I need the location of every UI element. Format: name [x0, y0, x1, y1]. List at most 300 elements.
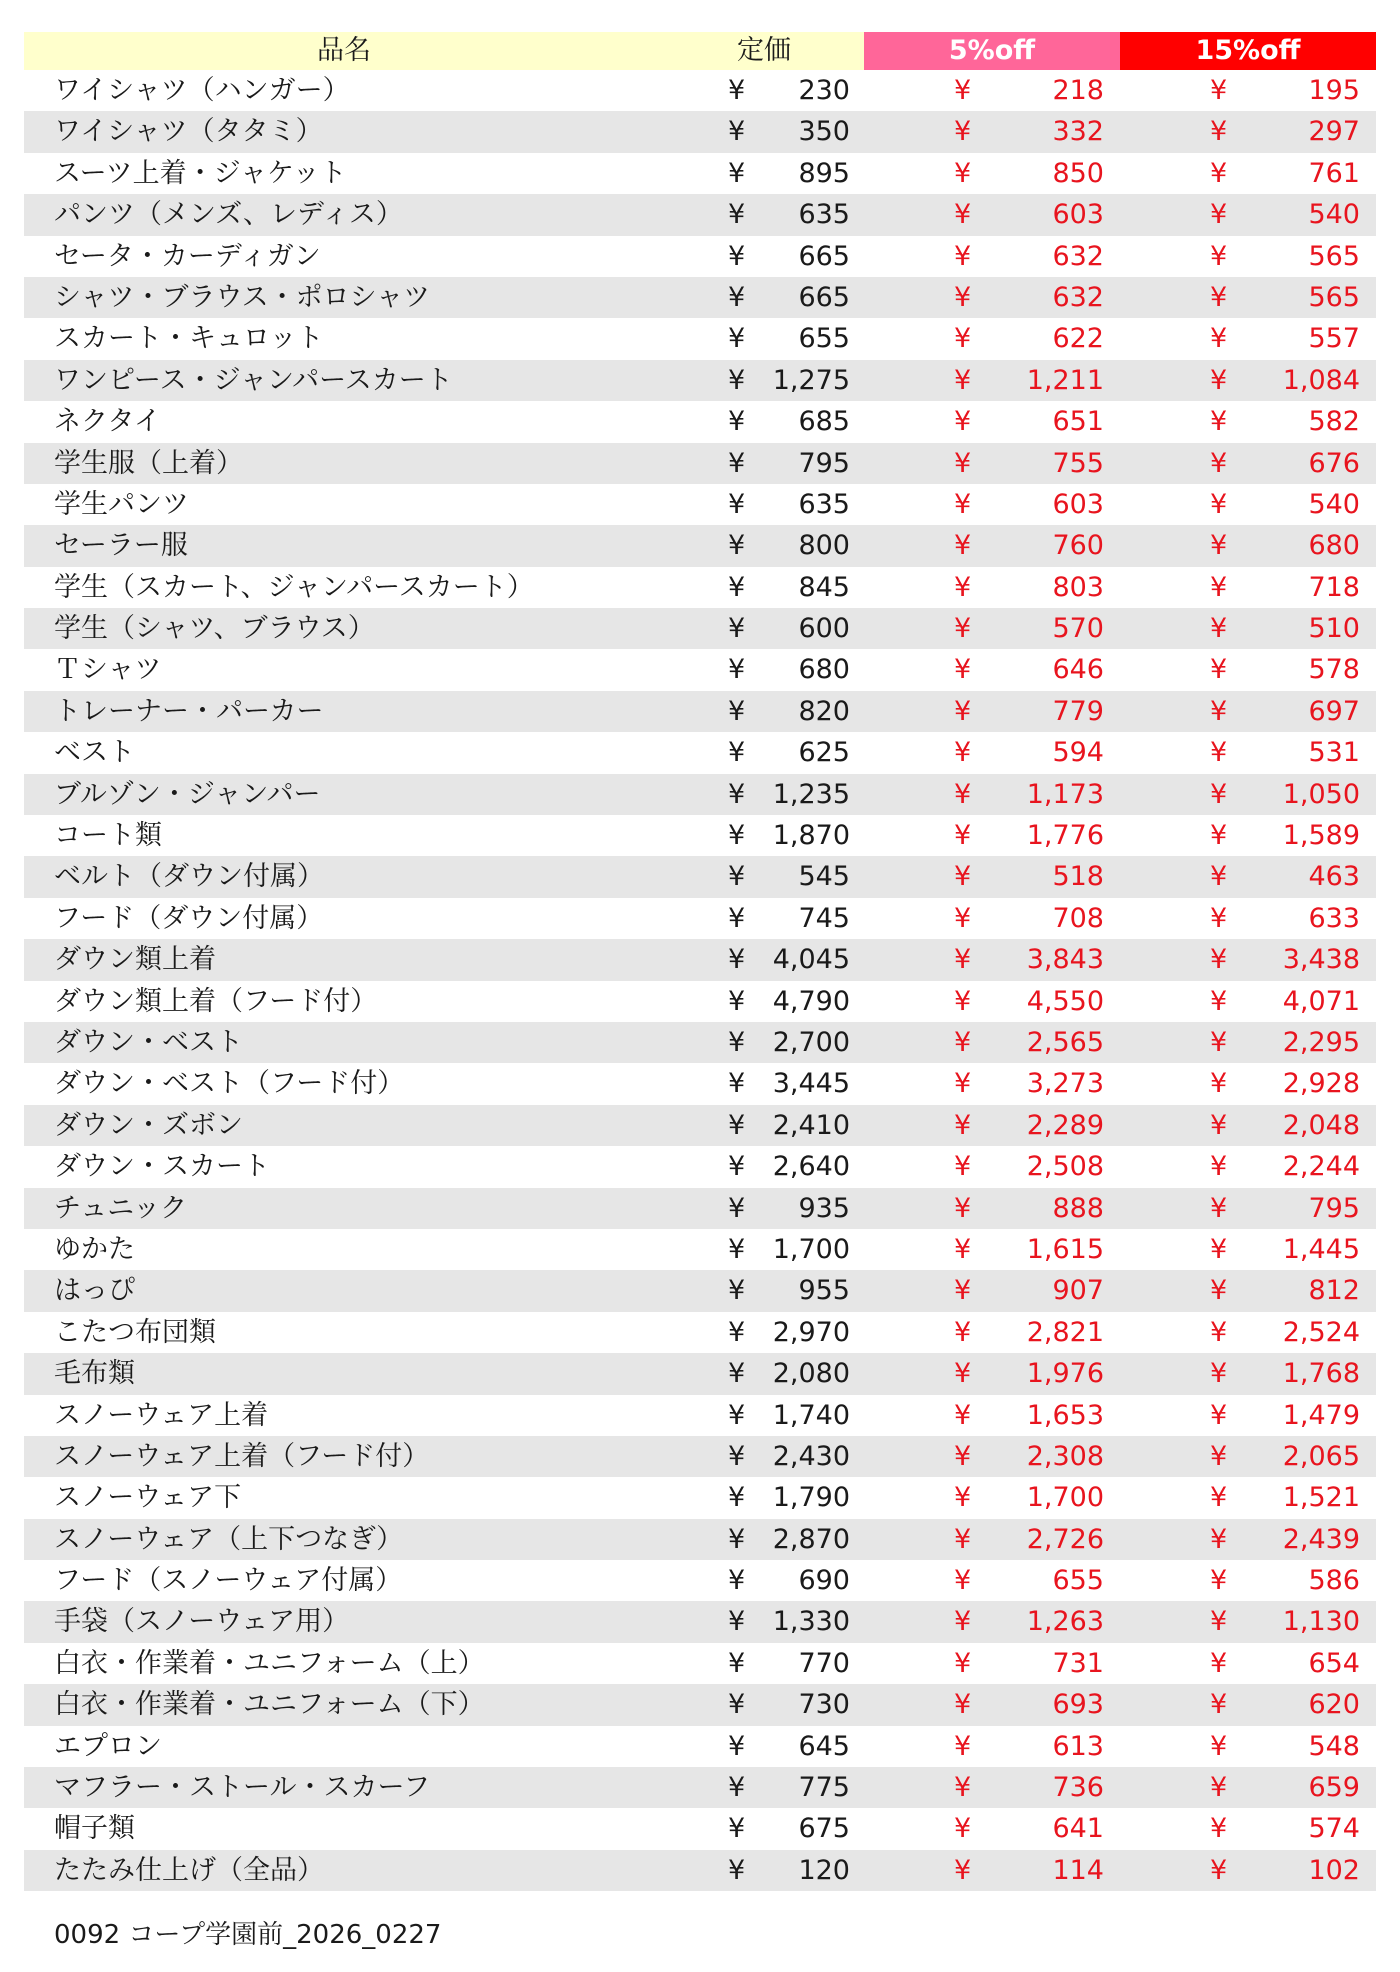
currency-symbol: ¥	[728, 1647, 746, 1679]
amount: 1,050	[1282, 778, 1360, 810]
table-row	[24, 1353, 1376, 1394]
table-row	[24, 939, 1376, 980]
price-15pct-off	[1120, 360, 1376, 401]
currency-symbol: ¥	[1210, 695, 1228, 727]
amount: 779	[1052, 695, 1104, 727]
amount: 2,726	[1026, 1523, 1104, 1555]
currency-symbol: ¥	[1210, 820, 1228, 852]
price-5pct-off	[864, 939, 1120, 980]
price-15pct-off	[1120, 1312, 1376, 1353]
table-row	[24, 608, 1376, 649]
list-price	[664, 1850, 864, 1891]
table-row	[24, 70, 1376, 111]
list-price	[664, 401, 864, 442]
header-15pct-off: 15%off	[1120, 32, 1376, 70]
currency-symbol: ¥	[1210, 1689, 1228, 1721]
price-5pct-off	[864, 1188, 1120, 1229]
price-15pct-off	[1120, 318, 1376, 359]
price-5pct-off	[864, 318, 1120, 359]
currency-symbol: ¥	[728, 613, 746, 645]
list-price	[664, 153, 864, 194]
amount: 731	[1052, 1647, 1104, 1679]
price-5pct-off	[864, 732, 1120, 773]
amount: 680	[798, 654, 850, 686]
amount: 3,843	[1026, 944, 1104, 976]
amount: 641	[1052, 1813, 1104, 1845]
price-5pct-off	[864, 1519, 1120, 1560]
currency-symbol: ¥	[728, 737, 746, 769]
currency-symbol: ¥	[954, 902, 972, 934]
amount: 1,521	[1282, 1482, 1360, 1514]
price-5pct-off	[864, 360, 1120, 401]
currency-symbol: ¥	[954, 323, 972, 355]
amount: 350	[798, 116, 850, 148]
item-name: Ｔシャツ	[54, 654, 162, 686]
currency-symbol: ¥	[728, 1068, 746, 1100]
list-price	[664, 1105, 864, 1146]
list-price	[664, 815, 864, 856]
price-15pct-off	[1120, 1188, 1376, 1229]
item-name: たたみ仕上げ（全品）	[54, 1854, 324, 1886]
amount: 895	[798, 157, 850, 189]
currency-symbol: ¥	[954, 1358, 972, 1390]
item-name: ダウン類上着	[54, 944, 216, 976]
amount: 1,130	[1282, 1606, 1360, 1638]
item-name: スノーウェア上着（フード付）	[54, 1440, 430, 1472]
table-row	[24, 1270, 1376, 1311]
amount: 1,275	[772, 364, 850, 396]
list-price	[664, 1063, 864, 1104]
amount: 518	[1052, 861, 1104, 893]
item-name: セータ・カーディガン	[54, 240, 321, 272]
currency-symbol: ¥	[954, 944, 972, 976]
amount: 582	[1308, 406, 1360, 438]
currency-symbol: ¥	[728, 240, 746, 272]
currency-symbol: ¥	[954, 985, 972, 1017]
amount: 578	[1308, 654, 1360, 686]
currency-symbol: ¥	[728, 820, 746, 852]
price-15pct-off	[1120, 856, 1376, 897]
item-name: 帽子類	[54, 1813, 135, 1845]
header-5pct-off: 5%off	[864, 32, 1120, 70]
list-price	[664, 1188, 864, 1229]
amount: 645	[798, 1730, 850, 1762]
footer-note: 0092 コープ学園前_2026_0227	[54, 1920, 442, 1950]
item-name: 学生（シャツ、ブラウス）	[54, 613, 375, 645]
list-price	[664, 1312, 864, 1353]
currency-symbol: ¥	[954, 737, 972, 769]
list-price	[664, 111, 864, 152]
currency-symbol: ¥	[1210, 530, 1228, 562]
amount: 218	[1052, 75, 1104, 106]
currency-symbol: ¥	[728, 985, 746, 1017]
currency-symbol: ¥	[728, 1192, 746, 1224]
amount: 2,244	[1282, 1151, 1360, 1183]
list-price	[664, 1477, 864, 1518]
price-15pct-off	[1120, 1229, 1376, 1270]
amount: 632	[1052, 281, 1104, 313]
amount: 600	[798, 613, 850, 645]
currency-symbol: ¥	[728, 1440, 746, 1472]
amount: 775	[798, 1772, 850, 1804]
price-15pct-off	[1120, 1105, 1376, 1146]
amount: 1,589	[1282, 820, 1360, 852]
currency-symbol: ¥	[728, 1730, 746, 1762]
table-row	[24, 1684, 1376, 1725]
currency-symbol: ¥	[728, 488, 746, 520]
amount: 3,445	[772, 1068, 850, 1100]
table-body	[24, 70, 1376, 1891]
currency-symbol: ¥	[1210, 1026, 1228, 1058]
item-name: エプロン	[54, 1730, 162, 1762]
amount: 665	[798, 240, 850, 272]
amount: 195	[1308, 75, 1360, 106]
amount: 2,970	[772, 1316, 850, 1348]
price-5pct-off	[864, 1229, 1120, 1270]
price-15pct-off	[1120, 1146, 1376, 1187]
amount: 755	[1052, 447, 1104, 479]
price-15pct-off	[1120, 732, 1376, 773]
amount: 510	[1308, 613, 1360, 645]
price-15pct-off	[1120, 1643, 1376, 1684]
table-row	[24, 815, 1376, 856]
amount: 850	[1052, 157, 1104, 189]
table-row	[24, 1312, 1376, 1353]
price-15pct-off	[1120, 691, 1376, 732]
amount: 545	[798, 861, 850, 893]
currency-symbol: ¥	[1210, 737, 1228, 769]
amount: 2,928	[1282, 1068, 1360, 1100]
price-15pct-off	[1120, 1601, 1376, 1642]
table-row	[24, 774, 1376, 815]
table-row	[24, 856, 1376, 897]
price-15pct-off	[1120, 815, 1376, 856]
table-row	[24, 484, 1376, 525]
price-15pct-off	[1120, 608, 1376, 649]
price-15pct-off	[1120, 401, 1376, 442]
price-5pct-off	[864, 898, 1120, 939]
currency-symbol: ¥	[954, 281, 972, 313]
list-price	[664, 1767, 864, 1808]
list-price	[664, 1022, 864, 1063]
item-name: ダウン・ズボン	[54, 1109, 243, 1141]
item-name: コート類	[54, 820, 162, 852]
item-name: 白衣・作業着・ユニフォーム（下）	[54, 1689, 485, 1721]
currency-symbol: ¥	[954, 1854, 972, 1886]
currency-symbol: ¥	[1210, 116, 1228, 148]
amount: 655	[1052, 1565, 1104, 1597]
amount: 1,976	[1026, 1358, 1104, 1390]
amount: 655	[798, 323, 850, 355]
price-15pct-off	[1120, 1477, 1376, 1518]
table-row	[24, 443, 1376, 484]
amount: 2,308	[1026, 1440, 1104, 1472]
amount: 594	[1052, 737, 1104, 769]
price-15pct-off	[1120, 939, 1376, 980]
table-header	[24, 32, 1376, 70]
price-5pct-off	[864, 1022, 1120, 1063]
list-price	[664, 277, 864, 318]
amount: 2,508	[1026, 1151, 1104, 1183]
price-5pct-off	[864, 443, 1120, 484]
currency-symbol: ¥	[954, 1482, 972, 1514]
price-15pct-off	[1120, 236, 1376, 277]
price-15pct-off	[1120, 525, 1376, 566]
currency-symbol: ¥	[728, 157, 746, 189]
amount: 888	[1052, 1192, 1104, 1224]
currency-symbol: ¥	[1210, 944, 1228, 976]
table-row	[24, 1850, 1376, 1891]
amount: 2,048	[1282, 1109, 1360, 1141]
amount: 2,410	[772, 1109, 850, 1141]
amount: 2,565	[1026, 1026, 1104, 1058]
amount: 1,479	[1282, 1399, 1360, 1431]
amount: 1,790	[772, 1482, 850, 1514]
item-name: スーツ上着・ジャケット	[54, 157, 347, 189]
item-name: ベスト	[54, 737, 135, 769]
table-row	[24, 649, 1376, 690]
amount: 697	[1308, 695, 1360, 727]
item-name: ダウン・スカート	[54, 1151, 270, 1183]
currency-symbol: ¥	[954, 613, 972, 645]
list-price	[664, 194, 864, 235]
currency-symbol: ¥	[1210, 985, 1228, 1017]
price-15pct-off	[1120, 1726, 1376, 1767]
currency-symbol: ¥	[728, 1233, 746, 1265]
amount: 693	[1052, 1689, 1104, 1721]
list-price	[664, 1436, 864, 1477]
amount: 114	[1052, 1854, 1104, 1886]
amount: 659	[1308, 1772, 1360, 1804]
item-name: フード（ダウン付属）	[54, 902, 324, 934]
amount: 812	[1308, 1275, 1360, 1307]
table-row	[24, 1643, 1376, 1684]
amount: 1,768	[1282, 1358, 1360, 1390]
item-name: マフラー・ストール・スカーフ	[54, 1772, 431, 1804]
list-price	[664, 649, 864, 690]
amount: 2,439	[1282, 1523, 1360, 1555]
amount: 745	[798, 902, 850, 934]
table-row	[24, 898, 1376, 939]
item-name: ベルト（ダウン付属）	[54, 861, 324, 893]
table-row	[24, 277, 1376, 318]
amount: 3,273	[1026, 1068, 1104, 1100]
amount: 557	[1308, 323, 1360, 355]
amount: 730	[798, 1689, 850, 1721]
amount: 565	[1308, 281, 1360, 313]
list-price	[664, 484, 864, 525]
item-name: こたつ布団類	[54, 1316, 216, 1348]
price-15pct-off	[1120, 1436, 1376, 1477]
currency-symbol: ¥	[728, 695, 746, 727]
currency-symbol: ¥	[954, 1399, 972, 1431]
price-5pct-off	[864, 194, 1120, 235]
amount: 2,700	[772, 1026, 850, 1058]
table-row	[24, 1395, 1376, 1436]
price-15pct-off	[1120, 1767, 1376, 1808]
amount: 332	[1052, 116, 1104, 148]
amount: 1,173	[1026, 778, 1104, 810]
currency-symbol: ¥	[728, 406, 746, 438]
table-row	[24, 567, 1376, 608]
amount: 603	[1052, 199, 1104, 231]
amount: 646	[1052, 654, 1104, 686]
currency-symbol: ¥	[1210, 1813, 1228, 1845]
amount: 800	[798, 530, 850, 562]
currency-symbol: ¥	[1210, 1440, 1228, 1472]
item-name: セーラー服	[54, 530, 188, 562]
amount: 1,445	[1282, 1233, 1360, 1265]
price-15pct-off	[1120, 774, 1376, 815]
currency-symbol: ¥	[1210, 778, 1228, 810]
currency-symbol: ¥	[1210, 1730, 1228, 1762]
table-row	[24, 1477, 1376, 1518]
amount: 633	[1308, 902, 1360, 934]
currency-symbol: ¥	[954, 199, 972, 231]
price-5pct-off	[864, 1601, 1120, 1642]
amount: 685	[798, 406, 850, 438]
amount: 574	[1308, 1813, 1360, 1845]
amount: 1,235	[772, 778, 850, 810]
list-price	[664, 1560, 864, 1601]
item-name: ワイシャツ（タタミ）	[54, 116, 323, 148]
table-row	[24, 153, 1376, 194]
currency-symbol: ¥	[954, 1233, 972, 1265]
currency-symbol: ¥	[728, 530, 746, 562]
price-15pct-off	[1120, 898, 1376, 939]
amount: 622	[1052, 323, 1104, 355]
currency-symbol: ¥	[954, 1026, 972, 1058]
amount: 795	[1308, 1192, 1360, 1224]
price-5pct-off	[864, 1643, 1120, 1684]
item-name: ブルゾン・ジャンパー	[54, 778, 321, 810]
amount: 1,084	[1282, 364, 1360, 396]
list-price	[664, 1808, 864, 1849]
currency-symbol: ¥	[728, 1026, 746, 1058]
price-15pct-off	[1120, 111, 1376, 152]
price-5pct-off	[864, 1808, 1120, 1849]
price-5pct-off	[864, 1767, 1120, 1808]
currency-symbol: ¥	[728, 654, 746, 686]
amount: 680	[1308, 530, 1360, 562]
table-row	[24, 1105, 1376, 1146]
amount: 718	[1308, 571, 1360, 603]
list-price	[664, 774, 864, 815]
amount: 531	[1308, 737, 1360, 769]
currency-symbol: ¥	[728, 778, 746, 810]
amount: 1,870	[772, 820, 850, 852]
price-15pct-off	[1120, 1808, 1376, 1849]
item-name: 毛布類	[54, 1358, 135, 1390]
currency-symbol: ¥	[954, 1523, 972, 1555]
table-row	[24, 1808, 1376, 1849]
amount: 1,700	[772, 1233, 850, 1265]
amount: 736	[1052, 1772, 1104, 1804]
price-15pct-off	[1120, 567, 1376, 608]
currency-symbol: ¥	[954, 240, 972, 272]
item-name: ワイシャツ（ハンガー）	[54, 75, 350, 106]
currency-symbol: ¥	[728, 1813, 746, 1845]
price-table	[24, 32, 1376, 1891]
price-5pct-off	[864, 1063, 1120, 1104]
amount: 1,263	[1026, 1606, 1104, 1638]
amount: 770	[798, 1647, 850, 1679]
currency-symbol: ¥	[1210, 364, 1228, 396]
price-5pct-off	[864, 525, 1120, 566]
amount: 935	[798, 1192, 850, 1224]
item-name: スノーウェア下	[54, 1482, 242, 1514]
amount: 613	[1052, 1730, 1104, 1762]
amount: 297	[1308, 116, 1360, 148]
currency-symbol: ¥	[728, 1523, 746, 1555]
amount: 1,700	[1026, 1482, 1104, 1514]
currency-symbol: ¥	[728, 944, 746, 976]
currency-symbol: ¥	[954, 1565, 972, 1597]
price-5pct-off	[864, 1560, 1120, 1601]
list-price	[664, 1395, 864, 1436]
amount: 1,653	[1026, 1399, 1104, 1431]
price-5pct-off	[864, 236, 1120, 277]
price-15pct-off	[1120, 1270, 1376, 1311]
list-price	[664, 981, 864, 1022]
currency-symbol: ¥	[954, 447, 972, 479]
item-name: 白衣・作業着・ユニフォーム（上）	[54, 1647, 485, 1679]
currency-symbol: ¥	[954, 1647, 972, 1679]
currency-symbol: ¥	[728, 1772, 746, 1804]
amount: 540	[1308, 488, 1360, 520]
price-5pct-off	[864, 1477, 1120, 1518]
item-name: フード（スノーウェア付属）	[54, 1565, 403, 1597]
item-name: スノーウェア上着	[54, 1399, 269, 1431]
amount: 845	[798, 571, 850, 603]
list-price	[664, 1353, 864, 1394]
table-row	[24, 360, 1376, 401]
header-item-name: 品名	[24, 32, 664, 70]
table-row	[24, 1767, 1376, 1808]
price-5pct-off	[864, 111, 1120, 152]
currency-symbol: ¥	[728, 1854, 746, 1886]
amount: 2,065	[1282, 1440, 1360, 1472]
list-price	[664, 1146, 864, 1187]
table-row	[24, 318, 1376, 359]
amount: 102	[1308, 1854, 1360, 1886]
table-row	[24, 1146, 1376, 1187]
list-price	[664, 1684, 864, 1725]
currency-symbol: ¥	[954, 571, 972, 603]
currency-symbol: ¥	[728, 1689, 746, 1721]
currency-symbol: ¥	[1210, 1316, 1228, 1348]
amount: 635	[798, 488, 850, 520]
item-name: 手袋（スノーウェア用）	[54, 1606, 350, 1638]
currency-symbol: ¥	[728, 116, 746, 148]
list-price	[664, 567, 864, 608]
currency-symbol: ¥	[954, 1192, 972, 1224]
currency-symbol: ¥	[954, 1316, 972, 1348]
currency-symbol: ¥	[728, 1151, 746, 1183]
amount: 635	[798, 199, 850, 231]
currency-symbol: ¥	[954, 406, 972, 438]
currency-symbol: ¥	[1210, 406, 1228, 438]
list-price	[664, 1643, 864, 1684]
list-price	[664, 939, 864, 980]
list-price	[664, 360, 864, 401]
amount: 3,438	[1282, 944, 1360, 976]
currency-symbol: ¥	[728, 1275, 746, 1307]
list-price	[664, 443, 864, 484]
amount: 1,211	[1026, 364, 1104, 396]
currency-symbol: ¥	[1210, 75, 1228, 106]
currency-symbol: ¥	[1210, 1399, 1228, 1431]
